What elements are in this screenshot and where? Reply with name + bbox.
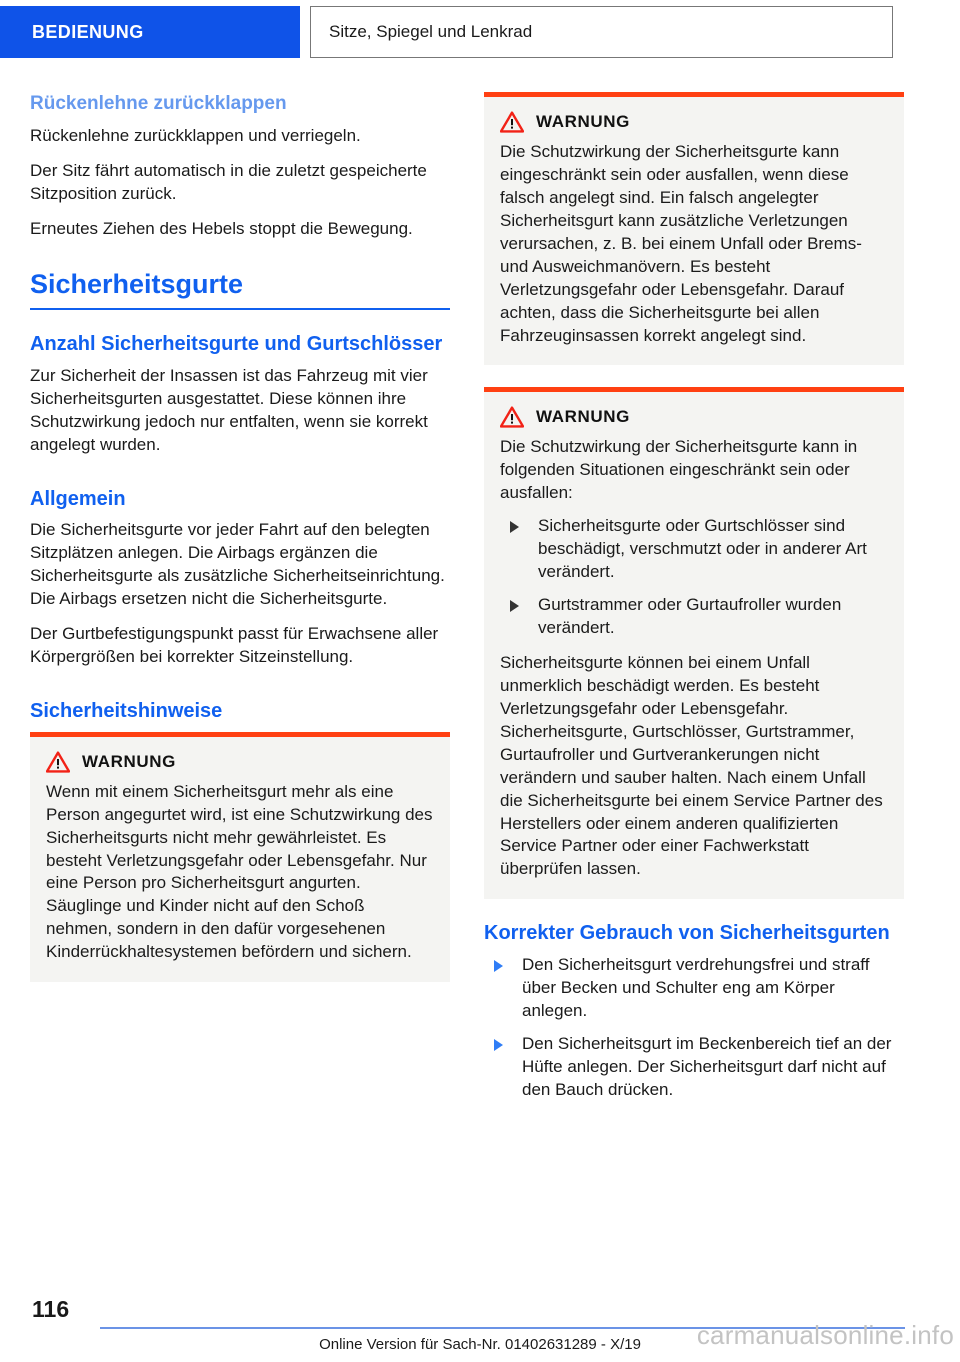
page-header: [0, 6, 960, 58]
warning-bullet-list-right-2: [500, 515, 888, 640]
heading-korrekter-gebrauch: Korrekter Gebrauch von Sicherheitsgurten: [484, 922, 890, 945]
paragraph-rueckenlehne-2: Der Sitz fährt automatisch in die zuletzt gespeicherte Sitzposition zurück.: [30, 161, 427, 204]
warning-box-right-2: [484, 387, 904, 899]
header-section-tag-label: BEDIENUNG: [32, 21, 144, 42]
warning-outro-right-2: Sicherheitsgurte können bei einem Unfall unmerklich beschädigt werden. Es besteht Verletzungsgefahr oder Lebensgefahr. Sicherheitsgurte, Gurtschlösser, Gurtstrammer, Gurtaufroller und Gurtverankerungen nicht verändern und sauber halten. Nach einem Unfall die Sicherheitsgurte bei einem Service Partner des Herstellers oder einem anderen qualifizierten Service Partner oder einer Fachwerkstatt überprüfen lassen.: [500, 652, 883, 879]
paragraph-allgemein-2: Der Gurtbefestigungspunkt passt für Erwachsene aller Körpergrößen bei korrekter Sitzeinstellung.: [30, 624, 439, 666]
warning-label-right-2: WARNUNG: [536, 407, 630, 427]
warning-triangle-icon: [500, 406, 524, 428]
header-section-tag: [0, 6, 300, 58]
section-title-sicherheitsgurte: Sicherheitsgurte: [30, 268, 244, 299]
list-item-text: Den Sicherheitsgurt verdrehungsfrei und straff über Becken und Schulter eng am Körper anlegen.: [522, 955, 870, 1020]
header-chapter-box: [310, 6, 893, 58]
warning-intro-right-2: Die Schutzwirkung der Sicherheitsgurte kann in folgenden Situationen eingeschränkt sein oder ausfallen:: [500, 437, 858, 503]
paragraph-allgemein-1: Die Sicherheitsgurte vor jeder Fahrt auf den belegten Sitzplätzen anlegen. Die Airbags ergänzen die Sicherheitsgurte als zusätzliche Sicherheitseinrichtung. Die Airbags ersetzen nicht die Sicherheitsgurte.: [30, 520, 445, 609]
heading-allgemein: Allgemein: [30, 487, 126, 510]
list-item: [484, 1033, 904, 1102]
heading-rueckenlehne-zurueckklappen: Rückenlehne zurückklappen: [30, 93, 287, 114]
section-title-underline: [30, 308, 450, 310]
warning-label-left: WARNUNG: [82, 751, 176, 771]
left-column: [30, 92, 450, 1004]
list-item: [500, 515, 888, 584]
footer-note: Online Version für Sach-Nr. 01402631289 - X/19: [319, 1336, 641, 1353]
triangle-bullet-icon: [510, 600, 519, 612]
list-item-text: Den Sicherheitsgurt im Beckenbereich tief an der Hüfte anlegen. Der Sicherheitsgurt darf nicht auf den Bauch drücken.: [522, 1033, 892, 1099]
triangle-bullet-icon: [494, 960, 503, 972]
warning-text-right-1: Die Schutzwirkung der Sicherheitsgurte kann eingeschränkt sein oder ausfallen, wenn diese falsch angelegt sind. Ein falsch angelegter Sicherheitsgurt kann zusätzliche Verletzungen verursachen, z. B. bei einem Unfall oder Brems- und Ausweichmanövern. Es besteht Verletzungsgefahr oder Lebensgefahr. Darauf achten, dass die Sicherheitsgurte bei allen Fahrzeuginsassen korrekt angelegt sind.: [500, 142, 862, 345]
heading-sicherheitshinweise: Sicherheitshinweise: [30, 699, 223, 722]
paragraph-anzahl-sicherheitsgurte: Zur Sicherheit der Insassen ist das Fahrzeug mit vier Sicherheitsgurten ausgestattet. Diese können ihre Schutzwirkung jedoch nur entfalten, wenn sie korrekt angelegt wurden.: [30, 365, 428, 454]
triangle-bullet-icon: [510, 521, 519, 533]
watermark: carmanualsonline.info: [696, 1320, 954, 1350]
heading-anzahl-sicherheitsgurte: Anzahl Sicherheitsgurte und Gurtschlösser: [30, 332, 443, 355]
warning-box-right-1: [484, 92, 904, 365]
list-item-text: Sicherheitsgurte oder Gurtschlösser sind beschädigt, verschmutzt oder in anderer Art verändert.: [538, 516, 867, 582]
page-number: 116: [32, 1296, 70, 1322]
warning-text-left: Wenn mit einem Sicherheitsgurt mehr als eine Person angegurtet wird, ist eine Schutzwirkung des Sicherheitsgurts nicht mehr gewährleistet. Es besteht Verletzungsgefahr oder Lebensgefahr. Nur eine Person pro Sicherheitsgurt angurten. Säuglinge und Kinder nicht auf den Schoß nehmen, sondern in den dafür vorgesehenen Kinderrückhaltesystemen befördern und sichern.: [46, 781, 433, 962]
list-item: [484, 954, 904, 1023]
warning-triangle-icon: [46, 751, 70, 773]
warning-box-left: [30, 732, 450, 983]
paragraph-rueckenlehne-3: Erneutes Ziehen des Hebels stoppt die Bewegung.: [30, 218, 413, 238]
korrekter-gebrauch-bullet-list: [484, 954, 904, 1102]
triangle-bullet-icon: [494, 1039, 503, 1051]
warning-header-right-1: [500, 111, 888, 133]
warning-header-right-2: [500, 406, 888, 428]
warning-header-left: [46, 751, 434, 773]
warning-triangle-icon: [500, 111, 524, 133]
right-column: [484, 92, 904, 1102]
paragraph-rueckenlehne-1: Rückenlehne zurückklappen und verriegeln.: [30, 126, 361, 146]
header-chapter-label: Sitze, Spiegel und Lenkrad: [329, 22, 533, 41]
list-item-text: Gurtstrammer oder Gurtaufroller wurden verändert.: [538, 595, 842, 637]
list-item: [500, 594, 888, 640]
warning-label-right-1: WARNUNG: [536, 112, 630, 131]
